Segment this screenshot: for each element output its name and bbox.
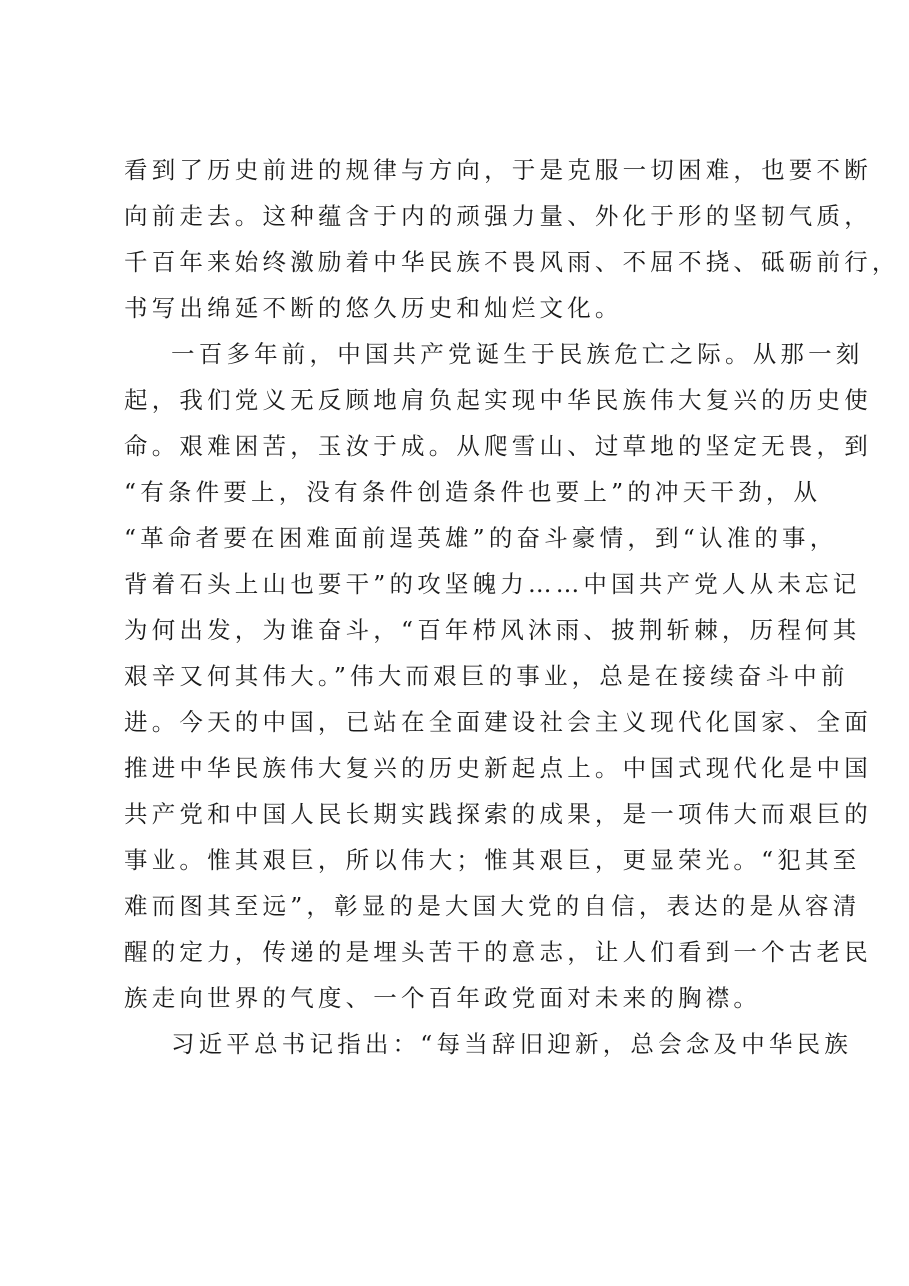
text-line: 命。艰难困苦，玉汝于成。从爬雪山、过草地的坚定无畏，到 — [124, 432, 872, 460]
text-line: 艰辛又何其伟大。”伟大而艰巨的事业，总是在接续奋斗中前 — [124, 662, 849, 690]
text-line: 进。今天的中国，已站在全面建设社会主义现代化国家、全面 — [124, 708, 872, 736]
text-line: 背着石头上山也要干”的攻坚魄力……中国共产党人从未忘记 — [124, 570, 861, 598]
text-line: 看到了历史前进的规律与方向，于是克服一切困难，也要不断 — [124, 156, 872, 184]
text-line: 推进中华民族伟大复兴的历史新起点上。中国式现代化是中国 — [124, 754, 872, 782]
text-line: 共产党和中国人民长期实践探索的成果，是一项伟大而艰巨的 — [124, 800, 872, 828]
text-line: 向前走去。这种蕴含于内的顽强力量、外化于形的坚韧气质， — [124, 202, 872, 230]
text-line: 族走向世界的气度、一个百年政党面对未来的胸襟。 — [124, 984, 762, 1012]
text-line: 醒的定力，传递的是埋头苦干的意志，让人们看到一个古老民 — [124, 938, 872, 966]
text-line: “革命者要在困难面前逞英雄”的奋斗豪情，到“认准的事， — [124, 524, 838, 552]
text-line: 书写出绵延不断的悠久历史和灿烂文化。 — [124, 294, 623, 322]
text-line: 千百年来始终激励着中华民族不畏风雨、不屈不挠、砥砺前行， — [124, 248, 900, 276]
text-line: 难而图其至远”，彰显的是大国大党的自信，表达的是从容清 — [124, 892, 861, 920]
text-line: 起，我们党义无反顾地肩负起实现中华民族伟大复兴的历史使 — [124, 386, 872, 414]
text-line: 一百多年前，中国共产党诞生于民族危亡之际。从那一刻 — [171, 340, 864, 368]
text-line: 习近平总书记指出：“每当辞旧迎新，总会念及中华民族 — [171, 1030, 853, 1058]
text-line: 事业。惟其艰巨，所以伟大；惟其艰巨，更显荣光。“犯其至 — [124, 846, 861, 874]
text-line: 为何出发，为谁奋斗，“百年栉风沐雨、披荆斩棘，历程何其 — [124, 616, 861, 644]
text-line: “有条件要上，没有条件创造条件也要上”的冲天干劲，从 — [124, 478, 822, 506]
